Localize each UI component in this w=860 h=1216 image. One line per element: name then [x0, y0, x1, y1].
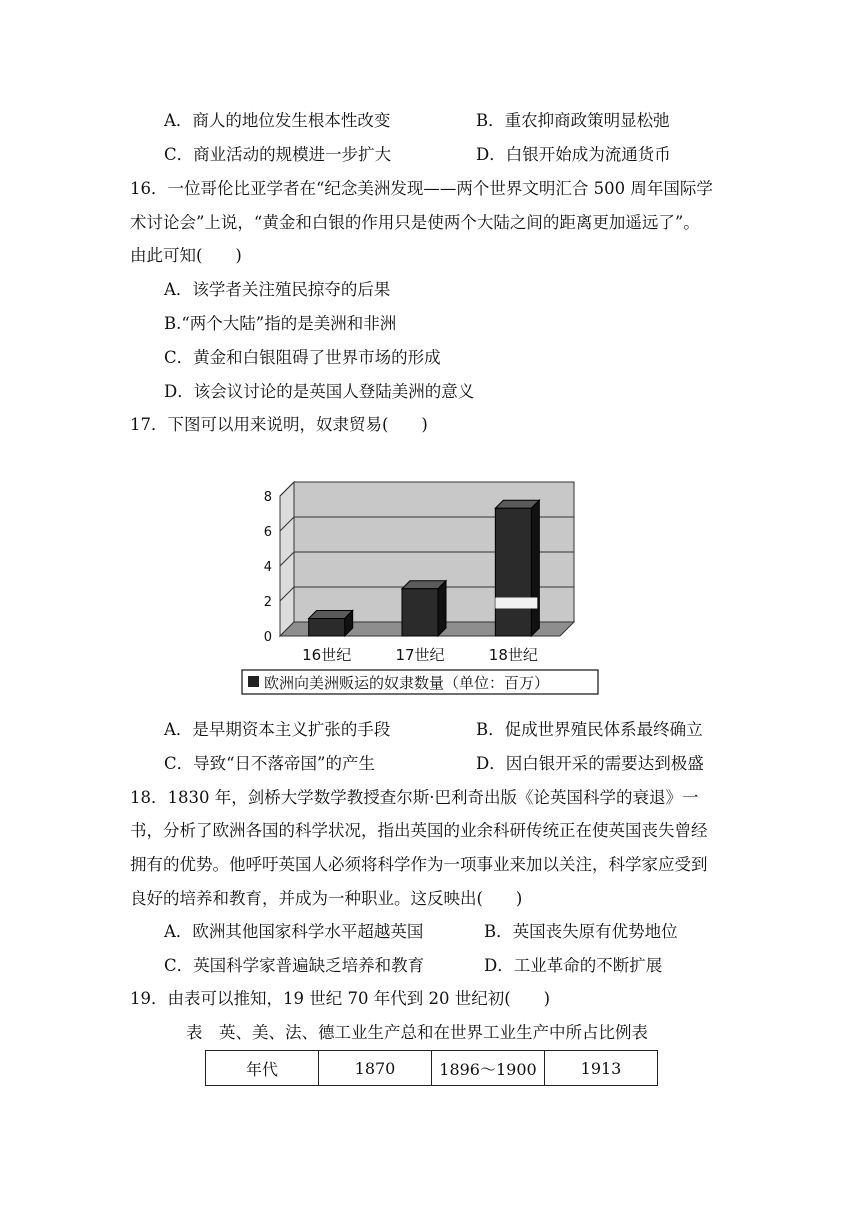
q16-stem-line-1: 16．一位哥伦比亚学者在“纪念美洲发现——两个世界文明汇合 500 周年国际学: [130, 179, 713, 198]
chart-y-tick-label: 2: [263, 595, 272, 610]
q19-table: [205, 1050, 658, 1086]
chart-x-tick-label: 17世纪: [395, 646, 445, 664]
chart-legend-swatch: [248, 676, 259, 687]
table-header-cell: 1913: [545, 1051, 658, 1086]
table-header-cell: 1870: [319, 1051, 432, 1086]
q18-option-a: A．欧洲其他国家科学水平超越英国: [164, 922, 424, 941]
table-header-row: [206, 1051, 658, 1086]
q16-option-d: D．该会议讨论的是英国人登陆美洲的意义: [164, 382, 475, 401]
table-header-cell: 1896～1900: [432, 1051, 545, 1086]
chart-y-tick-label: 6: [263, 525, 272, 540]
chart-bar: [309, 619, 345, 637]
q18-stem-line-2: 书，分析了欧洲各国的科学状况，指出英国的业余科研传统正在使英国丧失曾经: [130, 821, 708, 840]
q18-option-d: D．工业革命的不断扩展: [484, 956, 663, 975]
q19-table-caption: 表 英、美、法、德工业生产总和在世界工业生产中所占比例表: [186, 1023, 648, 1042]
q17-option-a: A．是早期资本主义扩张的手段: [164, 720, 391, 739]
chart-svg: [238, 468, 610, 700]
q15-option-a: A．商人的地位发生根本性改变: [164, 111, 391, 130]
chart-x-tick-label: 16世纪: [302, 646, 352, 664]
q17-option-d: D．因白银开采的需要达到极盛: [476, 754, 704, 773]
q17-option-b: B．促成世界殖民体系最终确立: [476, 720, 703, 739]
q19-stem-line-1: 19．由表可以推知，19 世纪 70 年代到 20 世纪初( ): [130, 989, 551, 1008]
slave-trade-chart: [238, 468, 610, 700]
chart-bar-side: [531, 500, 539, 636]
q18-option-b: B．英国丧失原有优势地位: [484, 922, 678, 941]
chart-y-tick-label: 4: [263, 560, 272, 575]
q16-option-a: A．该学者关注殖民掠夺的后果: [164, 280, 391, 299]
chart-y-tick-label: 8: [263, 490, 272, 505]
q16-stem-line-2: 术讨论会”上说，“黄金和白银的作用只是使两个大陆之间的距离更加遥远了”。: [130, 213, 700, 232]
q16-option-b: B.“两个大陆”指的是美洲和非洲: [164, 314, 397, 333]
chart-label-patch: [495, 598, 537, 609]
chart-legend-label: 欧洲向美洲贩运的奴隶数量（单位：百万）: [264, 674, 550, 692]
chart-y-tick-label: 0: [263, 630, 272, 645]
q15-option-b: B．重农抑商政策明显松弛: [476, 111, 670, 130]
q18-stem-line-4: 良好的培养和教育，并成为一种职业。这反映出( ): [130, 889, 523, 908]
q17-stem-line-1: 17．下图可以用来说明，奴隶贸易( ): [130, 415, 428, 434]
chart-bar: [402, 589, 438, 636]
q15-option-c: C．商业活动的规模进一步扩大: [164, 145, 392, 164]
table-header-cell: 年代: [206, 1051, 319, 1086]
chart-bar-side: [438, 581, 446, 636]
q18-stem-line-3: 拥有的优势。他呼吁英国人必须将科学作为一项事业来加以关注，科学家应受到: [130, 855, 708, 874]
q16-stem-line-3: 由此可知( ): [130, 246, 242, 265]
q18-stem-line-1: 18．1830 年，剑桥大学数学教授查尔斯·巴利奇出版《论英国科学的衰退》一: [130, 788, 699, 807]
q15-option-d: D．白银开始成为流通货币: [476, 145, 671, 164]
chart-bar: [495, 508, 531, 636]
q18-option-c: C．英国科学家普遍缺乏培养和教育: [164, 956, 425, 975]
q17-option-c: C．导致“日不落帝国”的产生: [164, 754, 375, 773]
q16-option-c: C．黄金和白银阻碍了世界市场的形成: [164, 348, 441, 367]
chart-x-tick-label: 18世纪: [488, 646, 538, 664]
